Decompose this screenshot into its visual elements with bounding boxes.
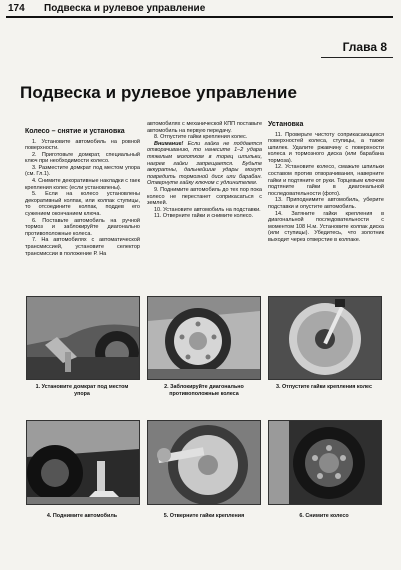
column-3 xyxy=(268,121,384,244)
paragraph: 10. Установите автомобиль на подставки. xyxy=(154,206,261,213)
running-title: Подвеска и рулевое управление xyxy=(44,3,206,14)
chapter-label: Глава 8 xyxy=(342,40,387,54)
column-2 xyxy=(147,121,262,220)
subsection-heading: Колесо – снятие и установка xyxy=(25,128,125,135)
header-rule xyxy=(6,16,393,18)
photo-unscrew-nuts xyxy=(147,420,261,505)
warning-label: Внимание! xyxy=(154,140,184,147)
paragraph: 9. Поднимите автомобиль до тех пор пока колесо не перестанет соприкасаться с землей. xyxy=(147,186,262,207)
paragraph: 11. Отверните гайки и снимите колесо. xyxy=(154,213,254,220)
paragraph: 8. Отпустите гайки крепления колес. xyxy=(154,134,248,141)
paragraph: 11. Проверьте чистоту соприкасающихся поверхностей колеса, ступицы, а также шпилек. Удалите ржавчину с поверхности колеса и тормозного диска (или барабана тормоза). xyxy=(268,131,384,164)
paragraph: 3. Разместите домкрат под местом упора (см. Гл.1). xyxy=(25,164,140,178)
photo-caption-5: 5. Отверните гайки крепления xyxy=(163,513,245,519)
warning-paragraph xyxy=(147,141,262,187)
paragraph: 7. На автомобилях с автоматической трансмиссией, установите селектор трансмиссии в положение Р. На xyxy=(25,237,140,257)
photo-jack-placement xyxy=(26,296,140,380)
paragraph: 5. Если на колесо установлены декоративный колпак, или колпак ступицы, то отсоедините колпак, поддев его сужением окончанием ключа. xyxy=(25,191,140,218)
photo-caption-1: 1. Установите домкрат под местом упора xyxy=(35,384,129,397)
photo-caption-2: 2. Заблокируйте диагонально противоположные колеса xyxy=(164,384,244,397)
photo-loosen-nuts xyxy=(268,296,382,380)
paragraph: 1. Установите автомобиль на ровной поверхности. xyxy=(25,138,140,152)
paragraph: 14. Затяните гайки крепления в диагональной последовательности с моментом 108 Н.м. Установите колпак диска (или ступицы). Убедитесь, что золотник выходит через отверстие в колпаке. xyxy=(268,210,384,243)
paragraph: 4. Снимите декоративные накладки с гаек крепления колес (если установлены). xyxy=(25,178,140,191)
subsection-heading: Установка xyxy=(268,121,304,128)
warning-text: Если гайка не поддается отворачиванию, то нанесите 1–2 удара тяжелым молотком в торец шпильки, нагрев гайки запрещается. Будьте аккуратны, дальнейшие удары могут повредить тормозной диск или барабан. Отвернуте гайку ключом с удлинителем. xyxy=(147,140,262,187)
paragraph: 2. Приготовьте домкрат, специальный ключ при необходимости колесо. xyxy=(25,151,140,165)
photo-caption-6: 6. Снимите колесо xyxy=(299,513,349,519)
section-title: Подвеска и рулевое управление xyxy=(20,83,298,102)
paragraph: автомобилях с механической КПП поставьте автомобиль на первую передачу. xyxy=(147,121,262,134)
paragraph: 13. Приподнимите автомобиль, уберите подставки и опустите автомобиль. xyxy=(268,197,384,211)
page-number: 174 xyxy=(8,3,25,14)
photo-chock-wheels xyxy=(147,296,261,380)
photo-caption-4: 4. Поднимите автомобиль xyxy=(46,513,118,519)
photo-raise-car xyxy=(26,420,140,505)
paragraph: 6. Поставьте автомобиль на ручной тормоз и заблокируйте диагонально противоположные колеса. xyxy=(25,217,140,237)
paragraph: 12. Установите колесо, смажьте шпильки составом против отворачивания, наверните гайки и подтяните от руки. Торцевым ключом подтяните гайки в диагональной последовательности (фото). xyxy=(268,164,384,197)
photo-remove-wheel xyxy=(268,420,382,505)
photo-caption-3: 3. Отпустите гайки крепления колес xyxy=(276,384,372,390)
column-1 xyxy=(25,128,140,257)
chapter-rule xyxy=(321,57,393,58)
